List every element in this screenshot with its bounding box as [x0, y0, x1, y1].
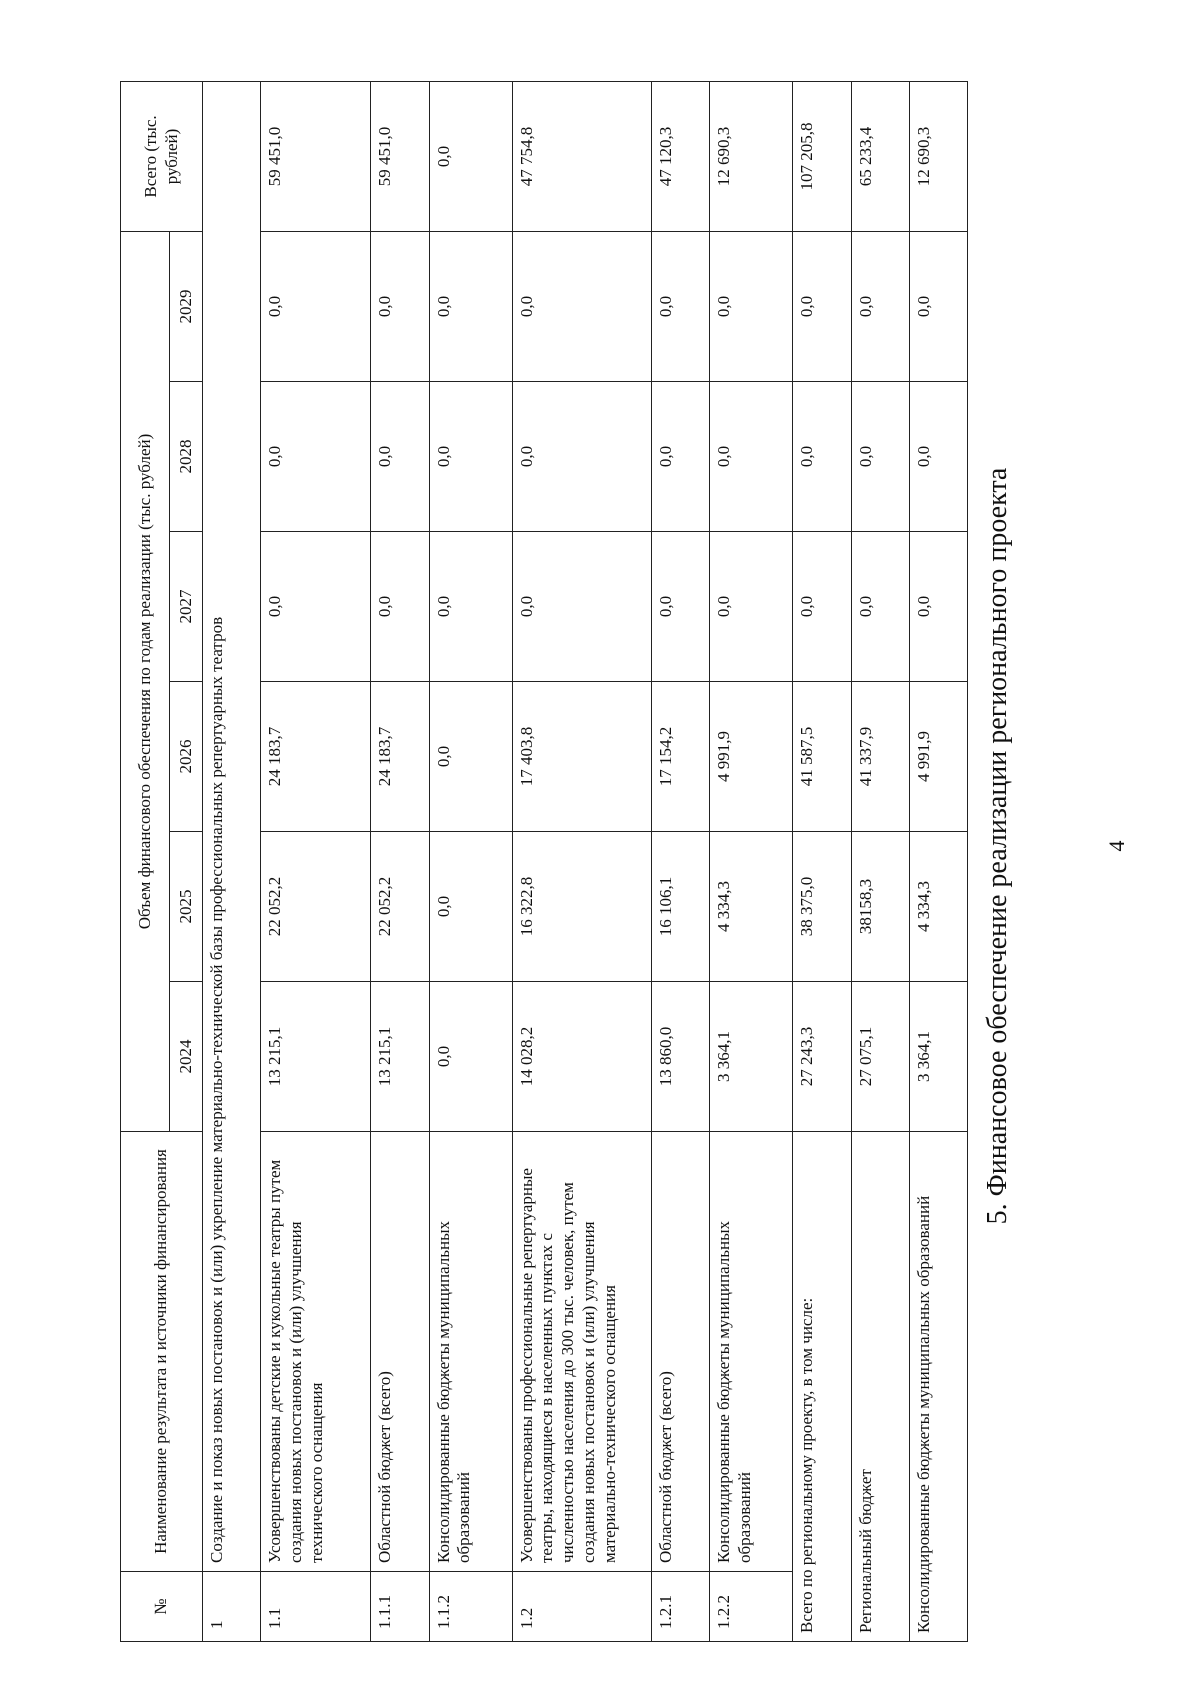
summary-row [793, 81, 851, 1641]
row-name: Усовершенствованы детские и кукольные театры путем создания новых постановок и (или) улучшения технического оснащения [261, 1132, 371, 1572]
cell-value: 41 587,5 [793, 682, 851, 832]
cell-value: 13 215,1 [261, 982, 371, 1132]
summary-label: Консолидированные бюджеты муниципальных образований [909, 1132, 967, 1642]
cell-value: 0,0 [851, 532, 909, 682]
cell-total: 47 754,8 [512, 81, 652, 231]
cell-value: 0,0 [429, 682, 512, 832]
goal-text: Создание и показ новых постановок и (или) укрепление материально-технической базы профессиональных репертуарных театров [203, 81, 261, 1571]
cell-value: 0,0 [512, 532, 652, 682]
row-number: 1.1.2 [429, 1572, 512, 1642]
header-name: Наименование результата и источники финансирования [121, 1132, 203, 1572]
cell-value: 0,0 [710, 532, 793, 682]
cell-value: 3 364,1 [710, 982, 793, 1132]
row-name: Консолидированные бюджеты муниципальных образований [429, 1132, 512, 1572]
row-number: 1.1.1 [371, 1572, 429, 1642]
cell-value: 4 991,9 [710, 682, 793, 832]
cell-value: 38 375,0 [793, 832, 851, 982]
summary-label: Всего по региональному проекту, в том числе: [793, 1132, 851, 1642]
row-name: Областной бюджет (всего) [652, 1132, 710, 1572]
cell-total: 0,0 [429, 81, 512, 231]
table-row [261, 81, 371, 1641]
cell-value: 0,0 [851, 231, 909, 381]
row-number: 1.2 [512, 1572, 652, 1642]
header-total: Всего (тыс. рублей) [121, 81, 203, 231]
table-row [710, 81, 793, 1641]
goal-row [203, 81, 261, 1641]
table-row [371, 81, 429, 1641]
row-name: Усовершенствованы профессиональные репертуарные театры, находящиеся в населенных пунктах с численностью населения до 300 тыс. человек, путем создания новых постановок и (или) улучшения материально-технического оснащения [512, 1132, 652, 1572]
cell-value: 13 860,0 [652, 982, 710, 1132]
cell-total: 12 690,3 [710, 81, 793, 231]
cell-value: 0,0 [652, 382, 710, 532]
section-title: 5. Финансовое обеспечение реализации регионального проекта [982, 467, 1013, 1225]
header-year: 2028 [170, 382, 203, 532]
cell-value: 0,0 [429, 982, 512, 1132]
cell-value: 16 322,8 [512, 832, 652, 982]
cell-value: 0,0 [652, 231, 710, 381]
header-year: 2024 [170, 982, 203, 1132]
cell-value: 0,0 [371, 231, 429, 381]
cell-value: 14 028,2 [512, 982, 652, 1132]
cell-total: 59 451,0 [371, 81, 429, 231]
cell-value: 41 337,9 [851, 682, 909, 832]
header-year: 2027 [170, 532, 203, 682]
cell-value: 38158,3 [851, 832, 909, 982]
header-row [121, 81, 170, 1641]
row-number: 1.2.1 [652, 1572, 710, 1642]
cell-value: 0,0 [793, 231, 851, 381]
cell-value: 0,0 [710, 231, 793, 381]
financing-table [120, 81, 968, 1642]
cell-value: 4 334,3 [710, 832, 793, 982]
row-number: 1.2.2 [710, 1572, 793, 1642]
cell-value: 17 403,8 [512, 682, 652, 832]
table-row [652, 81, 710, 1641]
header-volume-group: Объем финансового обеспечения по годам реализации (тыс. рублей) [121, 231, 170, 1131]
cell-value: 0,0 [909, 382, 967, 532]
cell-value: 0,0 [851, 382, 909, 532]
cell-value: 24 183,7 [261, 682, 371, 832]
cell-value: 0,0 [710, 382, 793, 532]
cell-value: 22 052,2 [261, 832, 371, 982]
row-name: Областной бюджет (всего) [371, 1132, 429, 1572]
table-row [512, 81, 652, 1641]
cell-value: 27 243,3 [793, 982, 851, 1132]
cell-value: 0,0 [261, 382, 371, 532]
summary-label: Региональный бюджет [851, 1132, 909, 1642]
financing-table-wrapper [120, 82, 968, 1642]
cell-value: 0,0 [261, 532, 371, 682]
row-number: 1 [203, 1572, 261, 1642]
cell-value: 0,0 [909, 231, 967, 381]
header-num: № [121, 1572, 203, 1642]
cell-total: 107 205,8 [793, 81, 851, 231]
table-row [429, 81, 512, 1641]
cell-total: 59 451,0 [261, 81, 371, 231]
cell-value: 17 154,2 [652, 682, 710, 832]
cell-value: 0,0 [429, 532, 512, 682]
cell-value: 0,0 [261, 231, 371, 381]
header-year: 2026 [170, 682, 203, 832]
summary-row [851, 81, 909, 1641]
cell-value: 0,0 [909, 532, 967, 682]
cell-value: 0,0 [429, 832, 512, 982]
cell-value: 4 991,9 [909, 682, 967, 832]
cell-total: 65 233,4 [851, 81, 909, 231]
cell-value: 13 215,1 [371, 982, 429, 1132]
cell-value: 3 364,1 [909, 982, 967, 1132]
header-year: 2029 [170, 231, 203, 381]
cell-value: 0,0 [429, 382, 512, 532]
cell-value: 0,0 [429, 231, 512, 381]
cell-value: 4 334,3 [909, 832, 967, 982]
cell-value: 24 183,7 [371, 682, 429, 832]
cell-value: 0,0 [371, 382, 429, 532]
summary-row [909, 81, 967, 1641]
cell-value: 0,0 [793, 532, 851, 682]
cell-total: 47 120,3 [652, 81, 710, 231]
cell-value: 22 052,2 [371, 832, 429, 982]
page-number: 4 [1104, 840, 1129, 852]
cell-value: 0,0 [512, 382, 652, 532]
header-year: 2025 [170, 832, 203, 982]
row-name: Консолидированные бюджеты муниципальных образований [710, 1132, 793, 1572]
cell-value: 27 075,1 [851, 982, 909, 1132]
cell-value: 0,0 [512, 231, 652, 381]
cell-value: 0,0 [371, 532, 429, 682]
cell-value: 0,0 [793, 382, 851, 532]
cell-total: 12 690,3 [909, 81, 967, 231]
cell-value: 16 106,1 [652, 832, 710, 982]
cell-value: 0,0 [652, 532, 710, 682]
row-number: 1.1 [261, 1572, 371, 1642]
